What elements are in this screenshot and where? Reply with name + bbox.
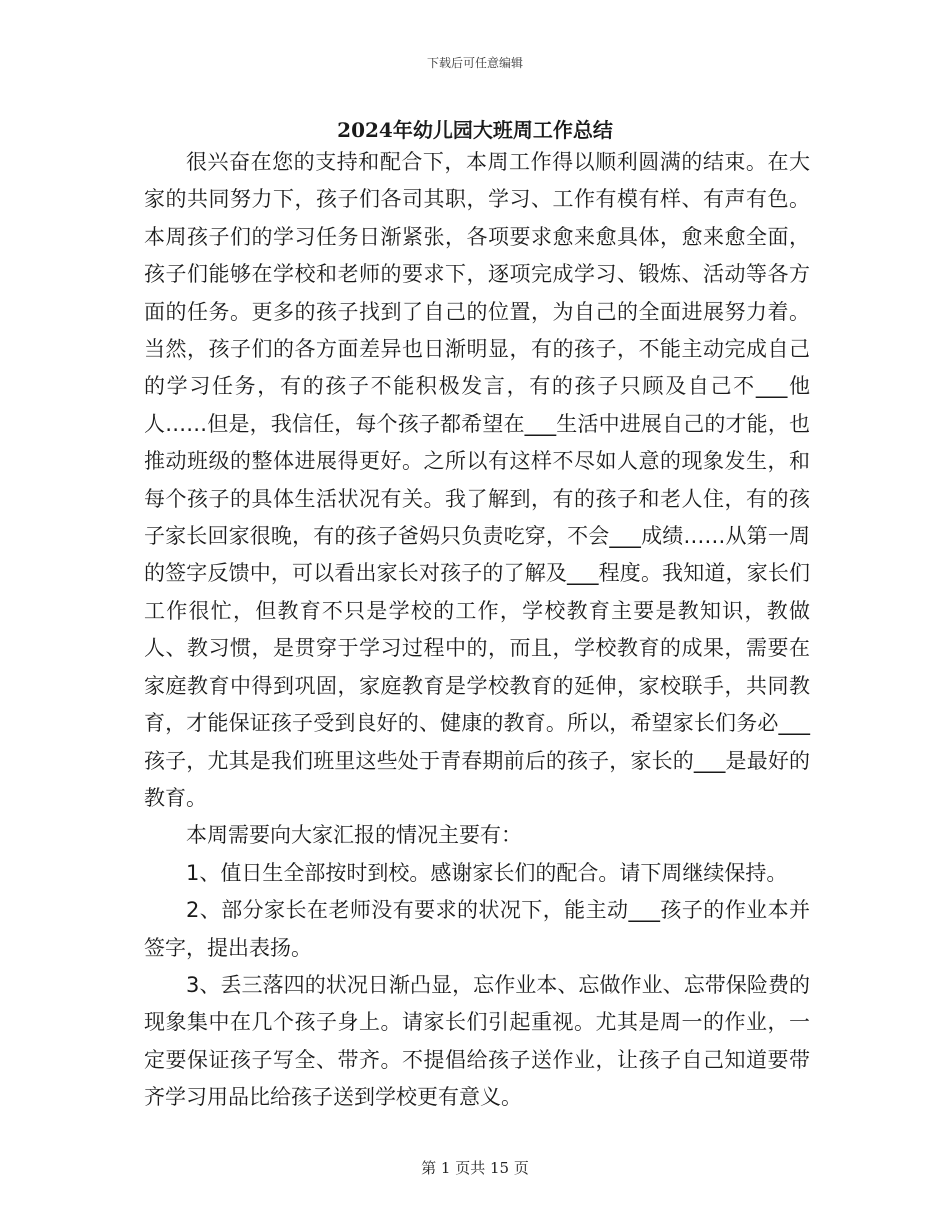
- header-note: 下载后可任意编辑: [426, 56, 523, 70]
- paragraph-item-1: 1、值日生全部按时到校。感谢家长们的配合。请下周继续保持。: [186, 860, 788, 885]
- paragraph-intro: 很兴奋在您的支持和配合下，本周工作得以顺利圆满的结束。在大家的共同努力下，孩子们各司其职，学习、工作有模有样、有声有色。本周孩子们的学习任务日渐紧张，各项要求愈来愈具体，愈来愈全面，孩子们能够在学校和老师的要求下，逐项完成学习、锻炼、活动等各方面的任务。更多的孩子找到了自己的位置，为自己的全面进展努力着。当然，孩子们的各方面差异也日渐明显，有的孩子，不能主动完成自己的学习任务，有的孩子不能积极发言，有的孩子只顾及自己不___他人……但是，我信任，每个孩子都希望在___生活中进展自己的才能，也推动班级的整体进展得更好。之所以有这样不尽如人意的现象发生，和每个孩子的具体生活状况有关。我了解到，有的孩子和老人住，有的孩子家长回家很晚，有的孩子爸妈只负责吃穿，不会___成绩……从第一周的签字反馈中，可以看出家长对孩子的了解及___程度。我知道，家长们工作很忙，但教育不只是学校的工作，学校教育主要是教知识，教做人、教习惯，是贯穿于学习过程中的，而且，学校教育的成果，需要在家庭教育中得到巩固，家庭教育是学校教育的延伸，家校联手，共同教育，才能保证孩子受到良好的、健康的教育。所以，希望家长们务必___孩子，尤其是我们班里这些处于青春期前后的孩子，家长的___是最好的教育。: [144, 150, 810, 810]
- paragraph-item-3: 3、丢三落四的状况日渐凸显，忘作业本、忘做作业、忘带保险费的现象集中在几个孩子身上。请家长们引起重视。尤其是周一的作业，一定要保证孩子写全、带齐。不提倡给孩子送作业，让孩子自己知道要带齐学习用品比给孩子送到学校更有意义。: [144, 972, 810, 1110]
- paragraph-item-2: 2、部分家长在老师没有要求的状况下，能主动___孩子的作业本并签字，提出表扬。: [144, 898, 810, 960]
- document-body: [144, 144, 810, 1117]
- paragraph-report-lead: 本周需要向大家汇报的情况主要有：: [186, 823, 522, 848]
- page-footer: 第 1 页共 15 页: [421, 1159, 529, 1177]
- document-title: 2024年幼儿园大班周工作总结: [337, 118, 613, 142]
